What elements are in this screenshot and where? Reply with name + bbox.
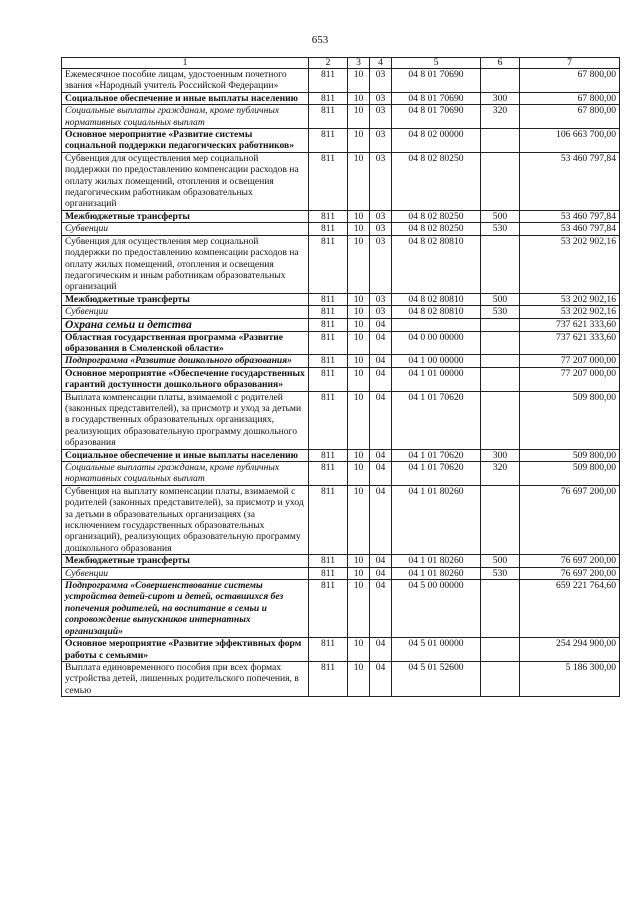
- row-target-code-cell: 04 8 01 70690: [392, 105, 481, 129]
- row-code-cell: 811: [309, 555, 348, 567]
- row-code-cell: 811: [309, 92, 348, 104]
- row-code-cell: 811: [309, 306, 348, 318]
- row-name-cell: Субвенции: [62, 223, 309, 235]
- row-subsection-cell: 03: [370, 105, 392, 129]
- row-code-cell: 811: [309, 152, 348, 210]
- row-subsection-cell: 04: [370, 580, 392, 638]
- row-name-cell: Межбюджетные трансферты: [62, 555, 309, 567]
- row-section-cell: 10: [348, 318, 370, 331]
- row-target-code-cell: 04 1 01 70620: [392, 391, 481, 449]
- row-section-cell: 10: [348, 555, 370, 567]
- row-section-cell: 10: [348, 69, 370, 93]
- row-target-code-cell: 04 1 01 80260: [392, 485, 481, 554]
- row-name-cell: Субвенция для осуществления мер социальной поддержки по предоставлению компенсации расходов на оплату жилых помещений, отопления и освещения педагогическим работникам образовательных организаций: [62, 152, 309, 210]
- row-code-cell: 811: [309, 129, 348, 153]
- page-number: 653: [311, 34, 329, 46]
- budget-table: [61, 57, 620, 697]
- table-row: [62, 485, 620, 554]
- row-expense-type-cell: [481, 355, 520, 367]
- row-expense-type-cell: [481, 129, 520, 153]
- row-expense-type-cell: [481, 580, 520, 638]
- row-amount-cell: 67 800,00: [520, 92, 620, 104]
- row-amount-cell: 77 207 000,00: [520, 355, 620, 367]
- row-code-cell: 811: [309, 331, 348, 355]
- row-amount-cell: 77 207 000,00: [520, 367, 620, 391]
- row-subsection-cell: 04: [370, 462, 392, 486]
- row-amount-cell: 53 202 902,16: [520, 235, 620, 293]
- row-subsection-cell: 04: [370, 355, 392, 367]
- row-target-code-cell: 04 1 01 70620: [392, 462, 481, 486]
- row-expense-type-cell: 530: [481, 306, 520, 318]
- row-name-cell: Подпрограмма «Развитие дошкольного образования»: [62, 355, 309, 367]
- row-subsection-cell: 03: [370, 306, 392, 318]
- row-target-code-cell: 04 0 00 00000: [392, 331, 481, 355]
- row-code-cell: 811: [309, 567, 348, 579]
- row-expense-type-cell: [481, 391, 520, 449]
- row-section-cell: 10: [348, 129, 370, 153]
- row-amount-cell: 76 697 200,00: [520, 485, 620, 554]
- table-header-row: [62, 58, 620, 69]
- row-target-code-cell: 04 5 01 00000: [392, 638, 481, 662]
- row-name-cell: Основное мероприятие «Обеспечение государственных гарантий доступности дошкольного образования»: [62, 367, 309, 391]
- row-amount-cell: 509 800,00: [520, 449, 620, 461]
- row-subsection-cell: 04: [370, 555, 392, 567]
- table-row: [62, 306, 620, 318]
- row-subsection-cell: 04: [370, 485, 392, 554]
- table-row: [62, 129, 620, 153]
- table-row: [62, 555, 620, 567]
- row-target-code-cell: 04 1 01 00000: [392, 367, 481, 391]
- row-target-code-cell: 04 1 00 00000: [392, 355, 481, 367]
- row-expense-type-cell: [481, 318, 520, 331]
- row-amount-cell: 67 800,00: [520, 105, 620, 129]
- row-expense-type-cell: 300: [481, 92, 520, 104]
- row-target-code-cell: 04 8 02 80250: [392, 210, 481, 222]
- row-subsection-cell: 03: [370, 235, 392, 293]
- row-section-cell: 10: [348, 367, 370, 391]
- row-subsection-cell: 03: [370, 129, 392, 153]
- row-code-cell: 811: [309, 355, 348, 367]
- row-name-cell: Субвенции: [62, 306, 309, 318]
- table-row: [62, 462, 620, 486]
- row-expense-type-cell: 320: [481, 105, 520, 129]
- row-code-cell: 811: [309, 210, 348, 222]
- row-amount-cell: 737 621 333,60: [520, 331, 620, 355]
- row-code-cell: 811: [309, 661, 348, 696]
- table-row: [62, 92, 620, 104]
- row-name-cell: Выплата компенсации платы, взимаемой с родителей (законных представителей), за присмотр и уход за детьми в государственных образовательных организациях, реализующих образовательную программу дошкольного образования: [62, 391, 309, 449]
- row-amount-cell: 737 621 333,60: [520, 318, 620, 331]
- row-expense-type-cell: [481, 331, 520, 355]
- row-section-cell: 10: [348, 661, 370, 696]
- row-amount-cell: 53 460 797,84: [520, 210, 620, 222]
- row-section-cell: 10: [348, 567, 370, 579]
- table-row: [62, 105, 620, 129]
- row-section-cell: 10: [348, 223, 370, 235]
- row-amount-cell: 53 202 902,16: [520, 293, 620, 305]
- row-code-cell: 811: [309, 318, 348, 331]
- table-row: [62, 661, 620, 696]
- row-amount-cell: 509 800,00: [520, 391, 620, 449]
- table-row: [62, 580, 620, 638]
- row-expense-type-cell: [481, 152, 520, 210]
- table-row: [62, 331, 620, 355]
- row-target-code-cell: 04 8 02 80810: [392, 235, 481, 293]
- row-section-cell: 10: [348, 331, 370, 355]
- header-cell: 1: [62, 58, 309, 69]
- row-expense-type-cell: [481, 638, 520, 662]
- row-target-code-cell: 04 8 02 80810: [392, 306, 481, 318]
- row-expense-type-cell: [481, 367, 520, 391]
- row-subsection-cell: 03: [370, 92, 392, 104]
- row-code-cell: 811: [309, 105, 348, 129]
- table-row: [62, 318, 620, 331]
- row-subsection-cell: 04: [370, 567, 392, 579]
- header-cell: 7: [520, 58, 620, 69]
- header-cell: 3: [348, 58, 370, 69]
- row-subsection-cell: 04: [370, 661, 392, 696]
- row-subsection-cell: 03: [370, 223, 392, 235]
- table-row: [62, 355, 620, 367]
- row-expense-type-cell: 530: [481, 223, 520, 235]
- row-amount-cell: 53 460 797,84: [520, 152, 620, 210]
- row-section-cell: 10: [348, 485, 370, 554]
- table-row: [62, 69, 620, 93]
- row-name-cell: Подпрограмма «Совершенствование системы устройства детей-сирот и детей, оставшихся без попечения родителей, на воспитание в семьи и сопровождение выпускников интернатных организаций»: [62, 580, 309, 638]
- row-amount-cell: 659 221 764,60: [520, 580, 620, 638]
- row-amount-cell: 76 697 200,00: [520, 555, 620, 567]
- row-section-cell: 10: [348, 462, 370, 486]
- row-subsection-cell: 04: [370, 449, 392, 461]
- row-amount-cell: 509 800,00: [520, 462, 620, 486]
- row-name-cell: Межбюджетные трансферты: [62, 293, 309, 305]
- row-name-cell: Межбюджетные трансферты: [62, 210, 309, 222]
- row-amount-cell: 254 294 900,00: [520, 638, 620, 662]
- row-name-cell: Охрана семьи и детства: [62, 318, 309, 331]
- row-name-cell: Социальное обеспечение и иные выплаты населению: [62, 92, 309, 104]
- row-expense-type-cell: [481, 235, 520, 293]
- row-target-code-cell: 04 8 02 80810: [392, 293, 481, 305]
- row-target-code-cell: 04 8 02 80250: [392, 223, 481, 235]
- row-section-cell: 10: [348, 306, 370, 318]
- row-code-cell: 811: [309, 449, 348, 461]
- row-section-cell: 10: [348, 210, 370, 222]
- table-row: [62, 210, 620, 222]
- table-row: [62, 223, 620, 235]
- table-row: [62, 367, 620, 391]
- row-subsection-cell: 03: [370, 152, 392, 210]
- row-name-cell: Субвенция для осуществления мер социальной поддержки по предоставлению компенсации расходов на оплату жилых помещений, отопления и освещения педагогическим и иным работникам образовательных организаций: [62, 235, 309, 293]
- row-expense-type-cell: [481, 661, 520, 696]
- table-row: [62, 567, 620, 579]
- row-name-cell: Ежемесячное пособие лицам, удостоенным почетного звания «Народный учитель Российской Федерации»: [62, 69, 309, 93]
- row-target-code-cell: 04 1 01 80260: [392, 555, 481, 567]
- row-expense-type-cell: 500: [481, 555, 520, 567]
- row-amount-cell: 53 460 797,84: [520, 223, 620, 235]
- row-code-cell: 811: [309, 235, 348, 293]
- row-subsection-cell: 04: [370, 318, 392, 331]
- row-code-cell: 811: [309, 485, 348, 554]
- row-code-cell: 811: [309, 462, 348, 486]
- row-section-cell: 10: [348, 105, 370, 129]
- row-name-cell: Основное мероприятие «Развитие системы социальной поддержки педагогических работников»: [62, 129, 309, 153]
- row-subsection-cell: 04: [370, 391, 392, 449]
- row-target-code-cell: 04 1 01 70620: [392, 449, 481, 461]
- row-amount-cell: 67 800,00: [520, 69, 620, 93]
- header-cell: 4: [370, 58, 392, 69]
- row-code-cell: 811: [309, 293, 348, 305]
- row-expense-type-cell: [481, 69, 520, 93]
- row-subsection-cell: 04: [370, 331, 392, 355]
- row-section-cell: 10: [348, 92, 370, 104]
- row-code-cell: 811: [309, 69, 348, 93]
- row-name-cell: Субвенция на выплату компенсации платы, взимаемой с родителей (законных представителей), за присмотр и уход за детьми в образовательных организациях (за исключением государственных образовательных организаций), реализующих образовательную программу дошкольного образования: [62, 485, 309, 554]
- row-name-cell: Областная государственная программа «Развитие образования в Смоленской области»: [62, 331, 309, 355]
- row-target-code-cell: 04 8 02 80250: [392, 152, 481, 210]
- row-name-cell: Выплата единовременного пособия при всех формах устройства детей, лишенных родительского попечения, в семью: [62, 661, 309, 696]
- row-section-cell: 10: [348, 152, 370, 210]
- row-name-cell: Социальное обеспечение и иные выплаты населению: [62, 449, 309, 461]
- row-section-cell: 10: [348, 355, 370, 367]
- row-amount-cell: 76 697 200,00: [520, 567, 620, 579]
- table-row: [62, 449, 620, 461]
- header-cell: 5: [392, 58, 481, 69]
- header-cell: 2: [309, 58, 348, 69]
- row-section-cell: 10: [348, 235, 370, 293]
- row-name-cell: Социальные выплаты гражданам, кроме публичных нормативных социальных выплат: [62, 105, 309, 129]
- row-amount-cell: 106 663 700,00: [520, 129, 620, 153]
- header-cell: 6: [481, 58, 520, 69]
- row-subsection-cell: 03: [370, 210, 392, 222]
- row-section-cell: 10: [348, 293, 370, 305]
- row-name-cell: Социальные выплаты гражданам, кроме публичных нормативных социальных выплат: [62, 462, 309, 486]
- row-subsection-cell: 04: [370, 367, 392, 391]
- row-subsection-cell: 03: [370, 69, 392, 93]
- row-name-cell: Основное мероприятие «Развитие эффективных форм работы с семьями»: [62, 638, 309, 662]
- row-code-cell: 811: [309, 223, 348, 235]
- row-expense-type-cell: 500: [481, 210, 520, 222]
- row-target-code-cell: 04 8 02 00000: [392, 129, 481, 153]
- table-row: [62, 391, 620, 449]
- row-code-cell: 811: [309, 638, 348, 662]
- row-subsection-cell: 04: [370, 638, 392, 662]
- row-code-cell: 811: [309, 391, 348, 449]
- row-target-code-cell: 04 8 01 70690: [392, 69, 481, 93]
- table-row: [62, 638, 620, 662]
- table-row: [62, 293, 620, 305]
- row-target-code-cell: 04 1 01 80260: [392, 567, 481, 579]
- row-target-code-cell: 04 5 00 00000: [392, 580, 481, 638]
- row-subsection-cell: 03: [370, 293, 392, 305]
- row-target-code-cell: 04 5 01 52600: [392, 661, 481, 696]
- row-amount-cell: 5 186 300,00: [520, 661, 620, 696]
- row-expense-type-cell: 320: [481, 462, 520, 486]
- row-target-code-cell: [392, 318, 481, 331]
- row-expense-type-cell: 530: [481, 567, 520, 579]
- row-amount-cell: 53 202 902,16: [520, 306, 620, 318]
- table-row: [62, 152, 620, 210]
- row-section-cell: 10: [348, 638, 370, 662]
- row-code-cell: 811: [309, 580, 348, 638]
- row-name-cell: Субвенции: [62, 567, 309, 579]
- row-expense-type-cell: 500: [481, 293, 520, 305]
- row-section-cell: 10: [348, 449, 370, 461]
- row-expense-type-cell: [481, 485, 520, 554]
- row-section-cell: 10: [348, 580, 370, 638]
- row-target-code-cell: 04 8 01 70690: [392, 92, 481, 104]
- row-code-cell: 811: [309, 367, 348, 391]
- row-expense-type-cell: 300: [481, 449, 520, 461]
- table-row: [62, 235, 620, 293]
- row-section-cell: 10: [348, 391, 370, 449]
